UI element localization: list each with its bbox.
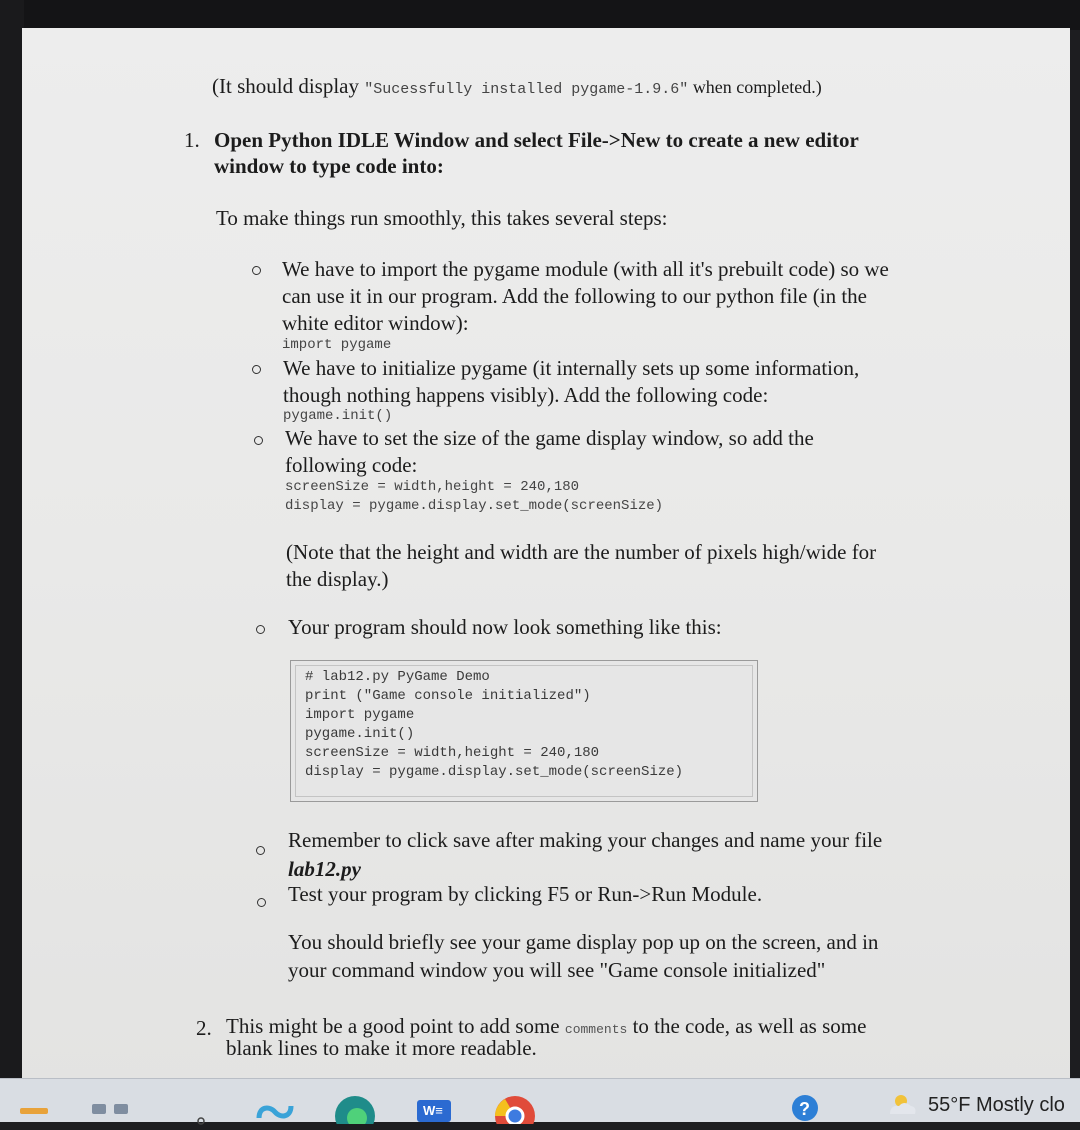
bullet1-line3: white editor window): [282,311,469,335]
step2-line2: blank lines to make it more readable. [226,1036,537,1060]
code-line: screenSize = width,height = 240,180 [305,745,600,761]
step2-code: comments [564,1022,628,1037]
copilot-icon[interactable] [256,1100,294,1127]
widgets-icon[interactable] [20,1104,48,1123]
bullet1-code: import pygame [282,337,392,353]
bullet-marker [252,266,261,275]
code-block [290,660,758,802]
note-line1: (Note that the height and width are the number of pixels high/wide for [286,540,877,564]
bullet3-line2: following code: [285,453,418,477]
steps-intro: To make things run smoothly, this takes several steps: [216,206,668,230]
bullet1-line1: We have to import the pygame module (with all it's prebuilt code) so we [282,257,889,281]
bullet-marker [254,436,263,445]
edge-icon[interactable] [333,1094,377,1129]
svg-text:?: ? [799,1099,810,1119]
step2-suffix: to the code, as well as some [627,1014,867,1038]
code-line: pygame.init() [305,726,415,742]
bullet5-filename: lab12.py [288,857,361,881]
bullet2-line1: We have to initialize pygame (it internally sets up some information, [283,356,860,380]
bullet1-line2: can use it in our program. Add the following to our python file (in the [282,284,867,308]
chrome-icon[interactable] [493,1094,537,1129]
after-run-line2: your command window you will see "Game console initialized" [288,958,826,982]
after-run-line1: You should briefly see your game display pop up on the screen, and in [288,930,879,954]
step1-line2: window to type code into: [214,154,444,178]
intro-suffix: when completed.) [688,77,822,97]
bullet5-line1: Remember to click save after making your changes and name your file [288,828,883,852]
bullet-marker [256,625,265,634]
bullet2-line2: though nothing happens visibly). Add the following code: [283,383,769,407]
weather-text[interactable]: 55°F Mostly clo [928,1094,1065,1116]
code-line: display = pygame.display.set_mode(screenSize) [305,764,684,780]
code-line: # lab12.py PyGame Demo [305,669,490,685]
bullet-marker [256,846,265,855]
bullet3-code1: screenSize = width,height = 240,180 [285,479,580,495]
note-line2: the display.) [286,567,389,591]
step2-prefix: This might be a good point to add some [226,1014,565,1038]
code-line: import pygame [305,707,415,723]
step2-number: 2. [196,1016,212,1040]
task-view-icon[interactable] [92,1102,132,1121]
weather-icon[interactable] [884,1092,918,1123]
document-page [22,28,1070,1094]
help-icon[interactable] [789,1094,823,1127]
bullet-marker [257,898,266,907]
monitor-bezel-left [0,0,24,1121]
code-line: print ("Game console initialized") [305,688,591,704]
word-icon[interactable] [415,1098,453,1127]
search-icon[interactable] [196,1112,206,1130]
taskbar [0,1078,1080,1122]
bullet3-code2: display = pygame.display.set_mode(screenSize) [285,498,664,514]
intro-line [212,74,822,99]
step1-number: 1. [184,128,200,152]
bullet4-text: Your program should now look something like this: [288,615,722,639]
bullet3-line1: We have to set the size of the game display window, so add the [285,426,814,450]
bullet6-text: Test your program by clicking F5 or Run->Run Module. [288,882,763,906]
bullet-marker [252,365,261,374]
step1-line1: Open Python IDLE Window and select File->New to create a new editor [214,128,859,152]
monitor-bezel-top [0,0,1080,30]
bullet2-code: pygame.init() [283,408,393,424]
word-icon-label: W≡ [423,1103,443,1118]
intro-code: "Sucessfully installed pygame-1.9.6" [364,81,689,98]
intro-prefix: (It should display [212,74,365,98]
